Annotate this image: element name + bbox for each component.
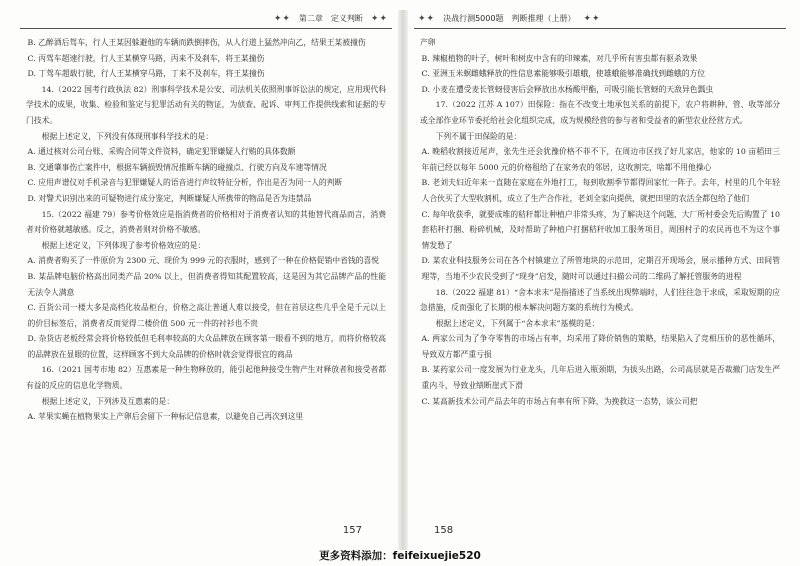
question-stem: 15.（2022 福建 79）参考价格效应是指消费者的价格相对于消费者认知的其他替代商品而言，消费者对价格就越敏感。反之，消费者则对价格不敏感。 <box>26 209 386 235</box>
option-line: D. 杂货店老板经常会将价格较低但毛利率较高的大众品牌放在顾客第一眼看不到的地方，而将价格较高的品牌放在显眼的位置，这样顾客不到大众品牌的价格时就会觉得很宜的商品 <box>27 334 386 359</box>
left-page-header <box>20 10 392 29</box>
book-part: 判断推理（上册） <box>511 14 576 23</box>
question-stem: 18.（2022 福建 81）“舍本求末”是指描述了当系统出现弊端时，人们往往急于求成，采取短期的应急措施，反而强化了长期的根本解决问题方案的系统行为模式。 <box>420 287 780 313</box>
page-number: 158 <box>434 525 454 536</box>
left-page-text <box>20 29 392 425</box>
question-prompt: 根据上述定义，下列属于“舍本求末”基模的是： <box>435 318 600 328</box>
text-line: D. 丁驾车超载行驶，行人王某横穿马路，丁来不及刹车，将王某撞伤 <box>27 69 265 79</box>
option-line: C. 百货公司一楼大多是高档化妆品柜台，价格之高让普通人难以接受，但在首层这些几乎全是千元以上的价目标签后，消费者反而觉得二楼价值 500 元一件的衬衫也不贵 <box>27 303 386 328</box>
ornament-icon: ✦✦ <box>418 14 436 24</box>
option-line: A. 消费者购买了一件原价为 2300 元、现价为 999 元的衣服时，感到了一种在价格促销中省钱的喜悦 <box>27 256 380 266</box>
option-line: D. 对警犬识别出来的可疑物进行成分鉴定，判断嫌疑人所携带的物品是否为违禁品 <box>27 193 312 203</box>
text-line: C. 丙驾车超速行驶，行人王某横穿马路，丙来不及刹车，将王某撞伤 <box>27 53 265 63</box>
option-line: B. 辣椒植物的叶子，树叶和树皮中含有的印辣素，对几乎所有害虫都有驱杀效果 <box>421 53 698 63</box>
page-number: 157 <box>342 525 362 536</box>
option-line: B. 某药家公司一度发展为行业龙头，几年后进入瓶颈期，为拔头出路，公司高层就是否裁撤门店发生严重内斗，导致业绩断崖式下滑 <box>421 365 780 391</box>
option-line: C. 亚洲玉米螟雌蛾释放的性信息素能够吸引雄蛾，使雄蛾能够准确找到雌蛾的方位 <box>421 69 706 79</box>
option-line: D. 某农业科技服务公司在各个村镇建立了所管地块的示范田，定期召开现场会，展示播种方式、田间管理等，当地不少农民受到了“现身”启发，随时可以通过扫描公司的二维码了解托管服务的进程 <box>421 256 780 281</box>
question-prompt: 根据上述定义，下列没有体现刑事科学技术的是： <box>41 131 214 141</box>
question-stem: 17.（2022 江苏 A 107）田保险：指在不改变土地承包关系的前提下，农户将耕种、管、收等部分或全部作业环节委托给社会化组织完成，成为规模经营的参与者和受益者的新型农业经营方式。 <box>420 100 780 125</box>
ornament-icon: ✦✦ <box>370 14 388 24</box>
option-line: A. 晚稻收割接近尾声，张先生还会犹豫价格不菲不下，在周边市区找了好儿家店，他家的 10 亩稻田三年前已经以每年 5000 元的价格租给了在家务农的邻居，这收割完，啥都不用他操心 <box>421 147 780 172</box>
option-line: B. 老刘夫妇近年来一直随在家庭在外地打工，每到收割季节都得回家忙一阵子。去年，村里的几个年轻人合伙买了大型收割机，成立了生产合作社，老刘全家向提供，就把田里的农活全都包给了他们 <box>421 178 780 203</box>
question-stem: 16.（2021 国考市地 82）互惠素是一种生物释放的，能引起他种接受生物产生对释放者和接受者都有益的反应的信息化学物质。 <box>26 365 386 391</box>
right-page-text <box>414 29 786 409</box>
question-stem: 14.（2022 国考行政执法 82）刑事科学技术是公安、司法机关依照刑事诉讼法的规定，应用现代科学技术的成果，收集、检验和鉴定与犯罪活动有关的物证，为侦查、起诉、审判工作提供线索和证据的专门技术。 <box>26 84 386 125</box>
right-page <box>414 10 786 546</box>
chapter-number: 第二章 <box>298 14 323 23</box>
option-line: A. 苹果实蝇在植物果实上产卵后会留下一种标记信息素，以避免自己再次到这里 <box>27 412 304 422</box>
option-line: C. 应用声谱仪对手机录音与犯罪嫌疑人的语音进行声纹特征分析，作出是否为同一人的判断 <box>27 178 343 188</box>
chapter-title: 定义判断 <box>330 14 363 23</box>
text-line: B. 乙醉酒后驾车，行人王某因躲避他的车辆而跌倒摔伤，从人行道上猛然冲向乙，结果王某被撞伤 <box>27 38 366 47</box>
book-gutter <box>398 10 408 550</box>
option-line: D. 小麦在遭受麦长管蚜侵害后会释放出水杨酸甲酯，可吸引能长管蚜的天敌异色瓢虫 <box>421 84 714 94</box>
option-line: B. 交通肇事伤亡案件中，根据车辆损毁情况推断车辆的碰撞点、行驶方向及车速等情况 <box>27 162 327 172</box>
footer-banner: 更多资料添加：feifeixuejie520 <box>319 550 481 562</box>
option-line: A. 两家公司为了争夺零售的市场占有率，均采用了降价销售的策略，结果陷入了竞相压价的恶性循环，导致双方都严重亏损 <box>421 334 780 359</box>
book-title: 决战行测5000题 <box>443 14 504 23</box>
option-line: C. 某高新技术公司产品去年的市场占有率有所下降，为挽救这一态势，该公司把 <box>421 396 698 406</box>
option-line: A. 通过核对公司台账、采购合同等文件资料，确定犯罪嫌疑人行贿的具体数额 <box>27 147 296 157</box>
question-prompt: 下列不属于田保险的是： <box>435 131 522 141</box>
left-page <box>20 10 392 546</box>
ornament-icon: ✦✦ <box>273 14 291 24</box>
question-prompt: 根据上述定义，下列涉及互惠素的是： <box>41 396 175 406</box>
option-line: B. 某品牌电脑价格高出同类产品 20% 以上，但消费者得知其配置较高，这是因为其它品牌产品的性能无法令人满意 <box>27 271 386 297</box>
option-line: C. 每年收获季，就要成堆的秸秆都让种植户非常头疼，为了解决这个问题，大厂所村委会先后购置了 10 套秸秆打捆、粉碎机械，及时帮助了种植户打捆秸秆收加工服务项目，周围村子的农民再也不为这个事情发愁了 <box>421 209 780 250</box>
question-prompt: 根据上述定义，下列体现了参考价格效应的是： <box>41 240 206 250</box>
ornament-icon: ✦✦ <box>583 14 601 24</box>
text-line: 产卵 <box>420 38 436 47</box>
right-page-header <box>414 10 786 29</box>
